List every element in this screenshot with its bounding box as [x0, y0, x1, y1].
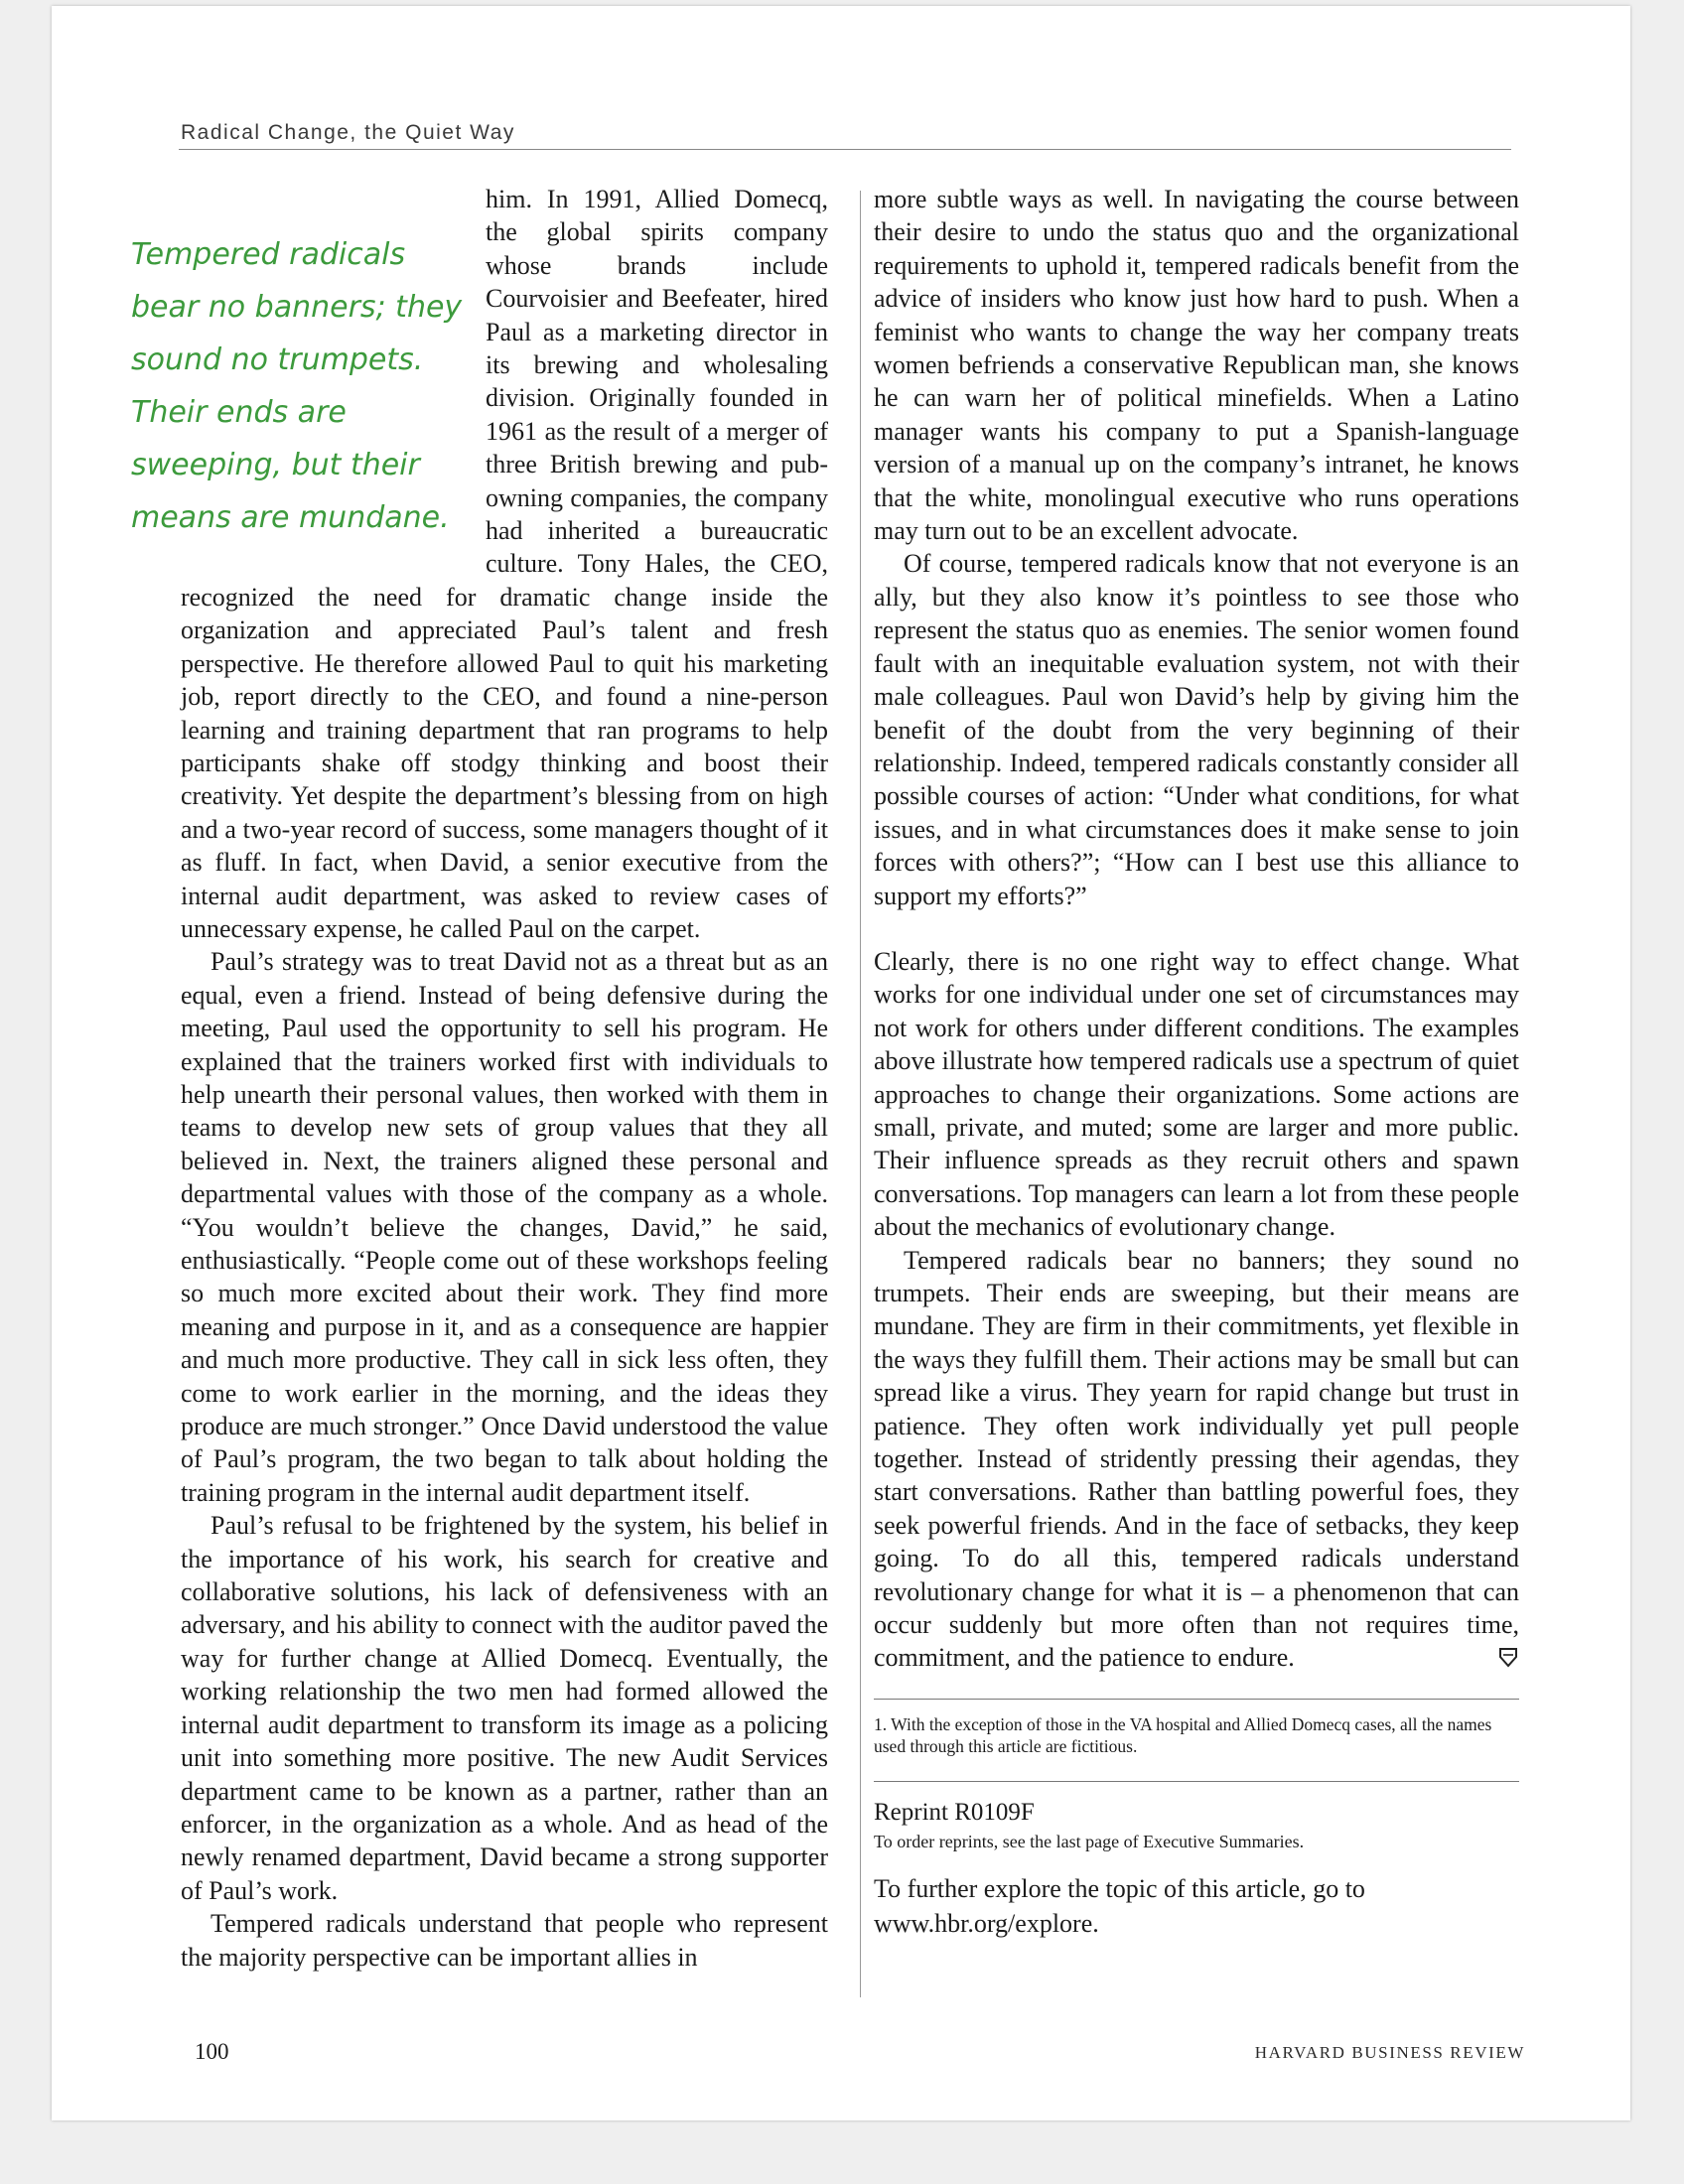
- left-column: [131, 183, 828, 1974]
- paragraph-text: him. In 1991, Allied Domecq, the global spirits company whose brands include Courvoisier and Beefeater, hired Paul as a marketing director in its brewing and wholesaling division. Originally founded in 1961 as the result of a merger of three British brewing and pub-owning companies, the company had inherited a bureaucratic culture. Tony Hales, the CEO, recognized the need for dramatic change inside the organization and appreciated Paul’s talent and fresh perspective. He therefore allowed Paul to quit his marketing job, report directly to the CEO, and found a nine-person learning and training department that ran programs to help participants shake off stodgy thinking and boost their creativity. Yet despite the department’s blessing from on high and a two-year record of success, some managers thought of it as fluff. In fact, when David, a senior executive from the internal audit department, was asked to review cases of unnecessary expense, he called Paul on the carpet.: [181, 185, 828, 943]
- article-paragraph: Of course, tempered radicals know that not everyone is an ally, but they also know it’s pointless to see those who represent the status quo as enemies. The senior women found fault with an inequitable evaluation system, not with their male colleagues. Paul won David’s help by giving him the benefit of the doubt from the very beginning of their relationship. Indeed, tempered radicals constantly consider all possible courses of action: “Under what conditions, for what issues, and in what circumstances does it make sense to join forces with others?”; “How can I best use this alliance to support my efforts?”: [874, 549, 1519, 910]
- journal-name: HARVARD BUSINESS REVIEW: [1254, 2043, 1525, 2062]
- reprint-rule: [874, 1781, 1519, 1782]
- running-head: Radical Change, the Quiet Way: [181, 121, 515, 144]
- article-paragraph: Paul’s strategy was to treat David not as a threat but as an equal, even a friend. Instead of being defensive during the meeting, Paul used the opportunity to sell his program. He explained that the trainers worked first with individuals to help unearth their personal values, then worked with them in teams to develop new sets of group values that they all believed in. Next, the trainers aligned these personal and departmental values with those of the company as a whole. “You wouldn’t believe the changes, David,” he said, enthusiastically. “People come out of these workshops feeling so much more excited about their work. They find more meaning and purpose in it, and as a consequence are happier and much more productive. They call in sick less often, they come to work earlier in the morning, and the ideas they produce are much stronger.” Once David understood the value of Paul’s program, the two began to talk about holding the training program in the internal audit department itself.: [181, 947, 828, 1507]
- article-paragraph: more subtle ways as well. In navigating the course between their desire to undo the status quo and the organizational requirements to uphold it, tempered radicals benefit from the advice of insiders who know just how hard to push. When a feminist who wants to change the way her company treats women befriends a conservative Republican man, she knows he can warn her of political minefields. When a Latino manager wants his company to put a Spanish-language version of a manual up on the company’s intranet, he knows that the white, monolingual executive who runs operations may turn out to be an excellent advocate.: [874, 185, 1519, 546]
- column-divider: [860, 191, 861, 1997]
- article-paragraph: [874, 1244, 1519, 1675]
- reprint-note: To order reprints, see the last page of Executive Summaries.: [874, 1831, 1305, 1851]
- paragraph-text: Tempered radicals bear no banners; they sound no trumpets. Their ends are sweeping, but their means are mundane. They are firm in their commitments, yet flexible in the ways they fulfill them. Their actions may be small but can spread like a virus. They yearn for rapid change but trust in patience. They often work individually yet pull people together. Instead of stridently pressing their agendas, they start conversations. Rather than battling powerful foes, they seek powerful friends. And in the face of setbacks, they keep going. To do all this, tempered radicals understand revolutionary change for what it is – a phenomenon that can occur suddenly but more often than not requires time, commitment, and the patience to endure.: [874, 1245, 1519, 1673]
- end-mark-icon: [1497, 1646, 1519, 1668]
- reprint-label: Reprint R0109F: [874, 1798, 1035, 1826]
- footnote: 1. With the exception of those in the VA hospital and Allied Domecq cases, all the names used through this article are fictitious.: [874, 1713, 1492, 1756]
- article-paragraph: [131, 183, 828, 945]
- section-spacer: [874, 912, 1519, 945]
- pull-quote: Tempered radicals bear no banners; they sound no trumpets. Their ends are sweeping, but their means are mundane.: [131, 237, 463, 535]
- article-paragraph: Clearly, there is no one right way to effect change. What works for one individual under one set of circumstances may not work for others under different conditions. The examples above illustrate how tempered radicals use a spectrum of quiet approaches to change their organizations. Some actions are small, private, and muted; some are larger and more public. Their influence spreads as they recruit others and spawn conversations. Top managers can learn a lot from these people about the mechanics of evolutionary change.: [874, 946, 1519, 1242]
- right-column: [874, 183, 1519, 1941]
- article-paragraph: Tempered radicals understand that people who represent the majority perspective can be important allies in: [181, 1909, 828, 1972]
- footnote-rule: [874, 1699, 1519, 1700]
- explore-link-text[interactable]: To further explore the topic of this article, go to www.hbr.org/explore.: [874, 1873, 1365, 1938]
- article-paragraph: Paul’s refusal to be frightened by the system, his belief in the importance of his work, his search for creative and collaborative solutions, his lack of defensiveness with an adversary, and his ability to connect with the auditor paved the way for further change at Allied Domecq. Eventually, the working relationship the two men had formed allowed the internal audit department to transform its image as a policing unit into something more positive. The new Audit Services department came to be known as a partner, rather than an enforcer, in the organization as a whole. And as head of the newly renamed department, David became a strong supporter of Paul’s work.: [181, 1511, 828, 1905]
- header-rule: [179, 149, 1511, 150]
- page-number: 100: [195, 2039, 229, 2064]
